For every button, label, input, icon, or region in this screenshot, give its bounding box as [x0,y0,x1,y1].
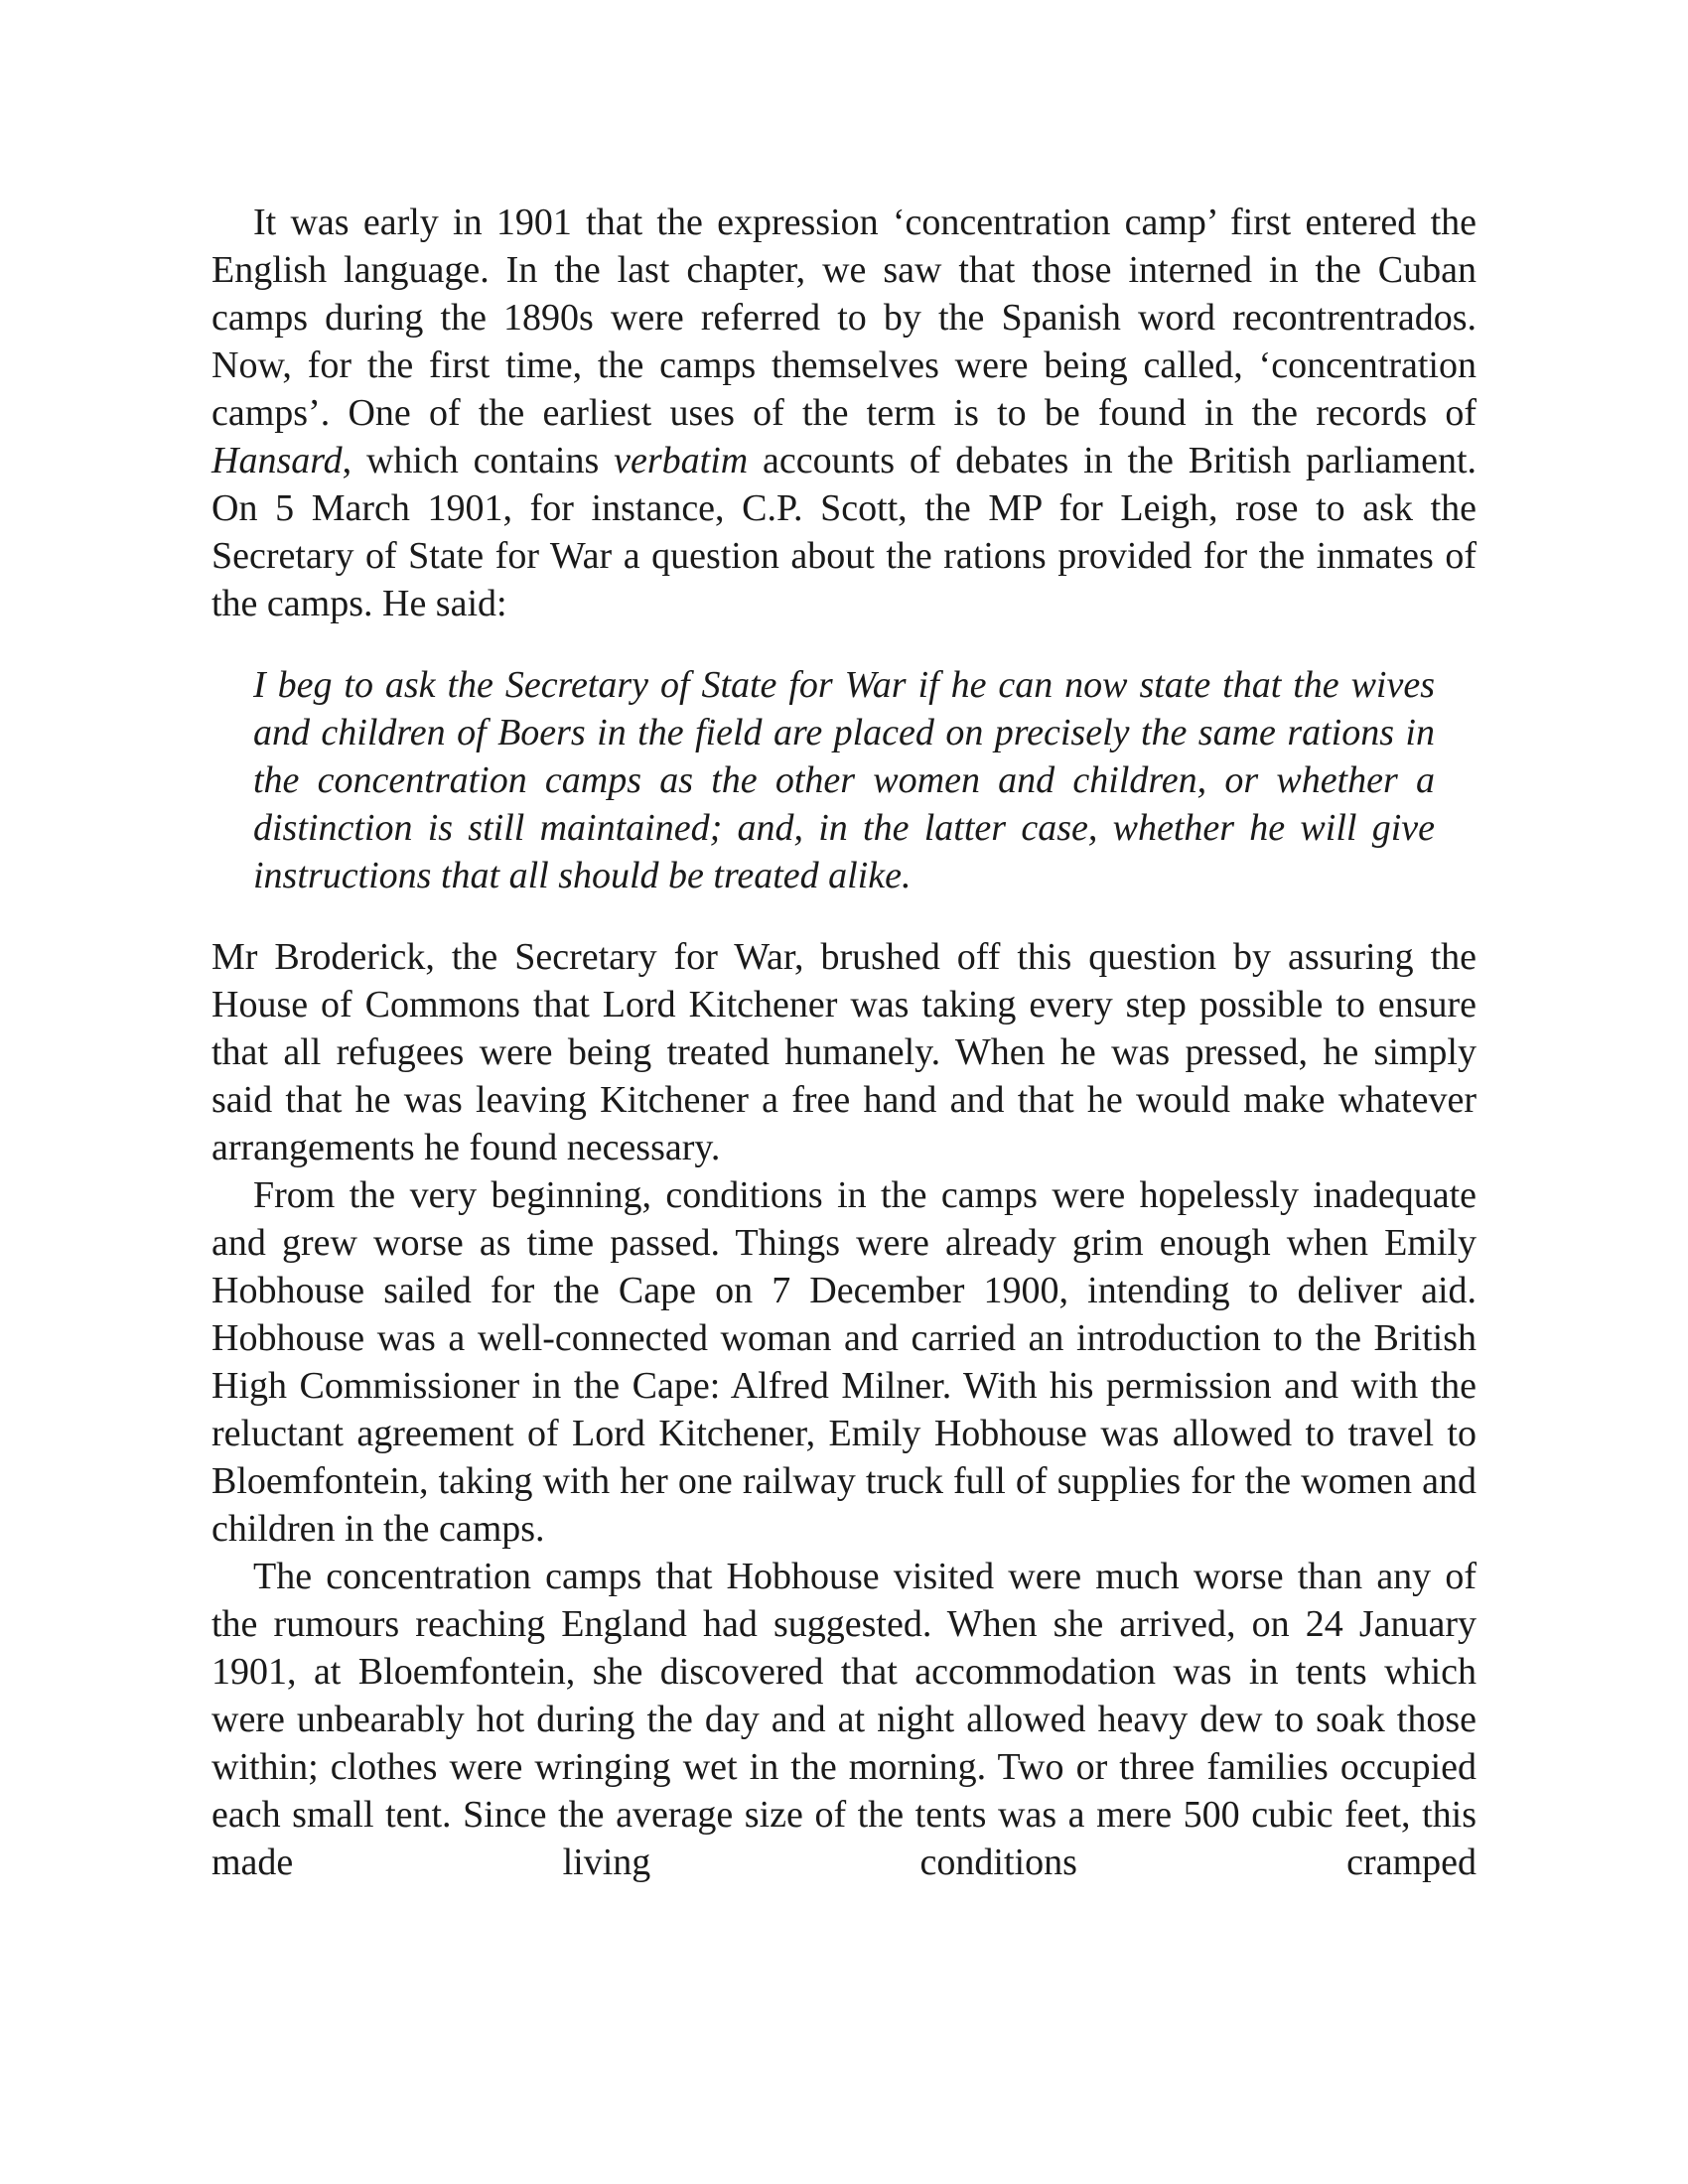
paragraph-intro [211,199,1477,627]
hansard-italic: Hansard [211,440,343,481]
paragraph-broderick: Mr Broderick, the Secretary for War, brushed off this question by assuring the House of Commons that Lord Kitchener was taking every step possible to ensure that all refugees were being treated humanely. When he was pressed, he simply said that he was leaving Kitchener a free hand and that he would make whatever arrangements he found necessary. [211,936,1477,1168]
paragraph-camps-conditions: The concentration camps that Hobhouse visited were much worse than any of the rumours reaching England had suggested. When she arrived, on 24 January 1901, at Bloemfontein, she discovered that accommodation was in tents which were unbearably hot during the day and at night allowed heavy dew to soak those within; clothes were wringing wet in the morning. Two or three families occupied each small tent. Since the average size of the tents was a mere 500 cubic feet, this made living conditions cramped [211,1556,1477,1883]
block-quote: I beg to ask the Secretary of State for War if he can now state that the wives and children of Boers in the field are placed on precisely the same rations in the concentration camps as the other women and children, or whether a distinction is still maintained; and, in the latter case, whether he will give instructions that all should be treated alike. [253,664,1435,896]
paragraph-intro-text-3: accounts of debates in the British parliament. On 5 March 1901, for instance, C.P. Scott, the MP for Leigh, rose to ask the Secretary of State for War a question about the rations provided for the inmates of the camps. He said: [211,440,1477,624]
paragraph-intro-text-1: It was early in 1901 that the expression ‘concentration camp’ first entered the English language. In the last chapter, we saw that those interned in the Cuban camps during the 1890s were referred to by the Spanish word recontrentrados. Now, for the first time, the camps themselves were being called, ‘concentration camps’. One of the earliest uses of the term is to be found in the records of [211,202,1477,434]
paragraph-hobhouse-voyage: From the very beginning, conditions in the camps were hopelessly inadequate and grew worse as time passed. Things were already grim enough when Emily Hobhouse sailed for the Cape on 7 December 1900, intending to deliver aid. Hobhouse was a well-connected woman and carried an introduction to the British High Commissioner in the Cape: Alfred Milner. With his permission and with the reluctant agreement of Lord Kitchener, Emily Hobhouse was allowed to travel to Bloemfontein, taking with her one railway truck full of supplies for the women and children in the camps. [211,1174,1477,1550]
page-body [211,199,1477,1886]
verbatim-italic: verbatim [614,440,749,481]
paragraph-intro-text-2: , which contains [342,440,615,481]
